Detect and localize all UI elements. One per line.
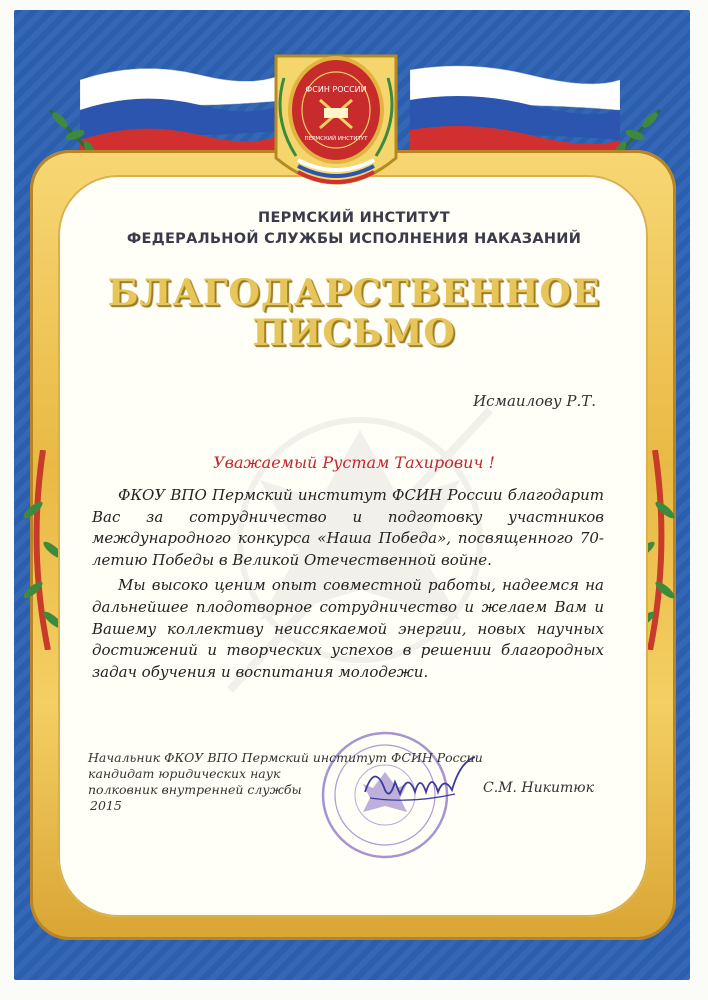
document-title-line2: ПИСЬМО bbox=[252, 312, 456, 354]
institute-name-line1: ПЕРМСКИЙ ИНСТИТУТ bbox=[258, 210, 450, 226]
signatory-credentials bbox=[88, 750, 483, 814]
signatory-rank: полковник внутренней службы bbox=[88, 782, 302, 797]
emblem-top-text: ФСИН РОССИИ bbox=[305, 85, 367, 94]
signatory-degree: кандидат юридических наук bbox=[88, 766, 281, 781]
fsin-emblem bbox=[262, 48, 410, 198]
signer-name: С.М. Никитюк bbox=[483, 780, 594, 796]
greeting: Уважаемый Рустам Тахирович ! bbox=[213, 453, 495, 472]
body-paragraph-2: Мы высоко ценим опыт совместной работы, надеемся на дальнейшее плодотворное сотрудничество и желаем Вам и Вашему коллективу неиссякаемой энергии, новых научных достижений и творческих успехов в решении благородных задач обучения и воспитания молодежи. bbox=[92, 576, 604, 681]
body-paragraph-1: ФКОУ ВПО Пермский институт ФСИН России благодарит Вас за сотрудничество и подготовку участников международного конкурса «Наша Победа», посвященного 70-летию Победы в Великой Отечественной войне. bbox=[92, 486, 604, 569]
document-title-line1: БЛАГОДАРСТВЕННОЕ bbox=[107, 272, 601, 314]
institute-name-line2: ФЕДЕРАЛЬНОЙ СЛУЖБЫ ИСПОЛНЕНИЯ НАКАЗАНИЙ bbox=[126, 231, 582, 247]
document-year: 2015 bbox=[90, 798, 122, 813]
addressee: Исмаилову Р.Т. bbox=[473, 392, 596, 410]
russian-flag-right bbox=[410, 60, 620, 160]
emblem-bottom-text: ПЕРМСКИЙ ИНСТИТУТ bbox=[304, 136, 368, 142]
signatory-position: Начальник ФКОУ ВПО Пермский институт ФСИН России bbox=[88, 750, 483, 765]
letter-body bbox=[92, 485, 604, 687]
